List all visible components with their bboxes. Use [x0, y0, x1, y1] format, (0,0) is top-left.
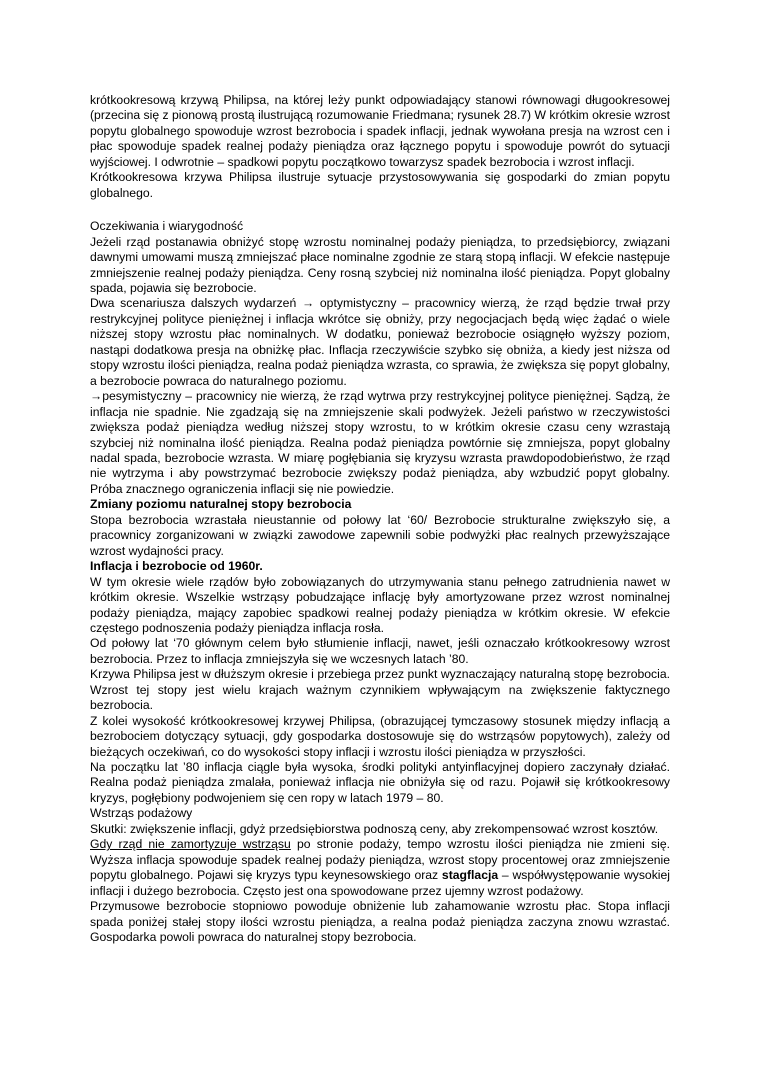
underlined-phrase: Gdy rząd nie zamortyzuje wstrząsu: [90, 837, 291, 852]
paragraph: Przymusowe bezrobocie stopniowo powoduje obniżenie lub zahamowanie wzrostu płac. Stopa inflacji spada poniżej stałej stopy ilości wzrostu pieniądza, a realna podaż pieniądza zaczyna znowu wzrastać. Gospodarka powoli powraca do naturalnej stopy bezrobocia.: [90, 899, 670, 945]
paragraph: Od połowy lat ‘70 głównym celem było stłumienie inflacji, nawet, jeśli oznaczało krótkookresowy wzrost bezrobocia. Przez to inflacja zmniejszyła się we wczesnych latach ’80.: [90, 636, 670, 666]
paragraph: krótkookresową krzywą Philipsa, na której leży punkt odpowiadający stanowi równowagi długookresowej (przecina się z pionową prostą ilustrującą rozumowanie Friedmana; rysunek 28.7) W krótkim okresie wzrost popytu globalnego spowoduje wzrost bezrobocia i spadek inflacji, jednak wywołana presja na wzrost cen i płac spowoduje spadek realnej podaży pieniądza oraz łącznego popytu i spowoduje powrót do sytuacji wyjściowej. I odwrotnie – spadkowi popytu początkowo towarzysz spadek bezrobocia i wzrost inflacji.: [90, 93, 670, 169]
paragraph: Skutki: zwiększenie inflacji, gdyż przedsiębiorstwa podnoszą ceny, aby zrekompensować wzrost kosztów.: [90, 821, 659, 836]
document-page: [90, 93, 670, 945]
paragraph: Dwa scenariusza dalszych wydarzeń → optymistyczny – pracownicy wierzą, że rząd będzie trwał przy restrykcyjnej polityce pieniężnej i inflacja wkrótce się obniży, przy negocjacjach będą więc żądać o wiele niższej stopy wzrostu płac nominalnych. W dodatku, ponieważ bezrobocie osiągnęło wyższy poziom, nastąpi dodatkowa presja na obniżkę płac. Inflacja rzeczywiście szybko się obniża, a kiedy jest niższa od stopy wzrostu ilości pieniądza, realna podaż pieniądza wzrasta, co sprawia, że zwiększa się popyt globalny, a bezrobocie powraca do naturalnego poziomu.: [90, 296, 670, 388]
paragraph: →pesymistyczny – pracownicy nie wierzą, że rząd wytrwa przy restrykcyjnej polityce pieniężnej. Sądzą, że inflacja nie spadnie. Nie zgadzają się na zmniejszenie skali podwyżek. Jeżeli państwo w rzeczywistości zwiększa podaż pieniądza według niższej stopy wzrostu, to w krótkim okresie czasu ceny wzrastają szybciej niż nominalna ilość pieniądza. Realna podaż pieniądza powtórnie się zmniejsza, popyt globalny nadal spada, bezrobocie wzrasta. W miarę pogłębiania się kryzysu wzrasta prawdopodobieństwo, że rząd nie wytrzyma i aby powstrzymać bezrobocie zwiększy podaż pieniądza, aby wzbudzić popyt globalny. Próba znacznego ograniczenia inflacji się nie powiedzie.: [90, 389, 670, 496]
paragraph: W tym okresie wiele rządów było zobowiązanych do utrzymywania stanu pełnego zatrudnienia nawet w krótkim okresie. Wszelkie wstrząsy pobudzające inflację były amortyzowane przez wzrost nominalnej podaży pieniądza, mający zapobiec spadkowi realnej podaży pieniądza w krótkim okresie. W efekcie częstego podnoszenia podaży pieniądza inflacja rosła.: [90, 574, 670, 635]
paragraph: Jeżeli rząd postanawia obniżyć stopę wzrostu nominalnej podaży pieniądza, to przedsiębiorcy, związani dawnymi umowami muszą zmniejszać płace nominalne zgodnie ze starą stopą inflacji. W efekcie następuje zmniejszenie realnej podaży pieniądza. Ceny rosną szybciej niż nominalna ilość pieniądza. Popyt globalny spada, pojawia się bezrobocie.: [90, 234, 670, 295]
paragraph: Z kolei wysokość krótkookresowej krzywej Philipsa, (obrazującej tymczasowy stosunek między inflacją a bezrobociem dotyczący sytuacji, gdy gospodarka dostosowuje się do wstrząsów popytowych), zależy od bieżących oczekiwań, co do wysokości stopy inflacji i wzrostu ilości pieniądza w przyszłości.: [90, 713, 670, 759]
section-heading: Wstrząs podażowy: [90, 806, 193, 821]
paragraph: Krótkookresowa krzywa Philipsa ilustruje sytuacje przystosowywania się gospodarki do zmian popytu globalnego.: [90, 170, 670, 200]
paragraph-text: – współwystępowanie wysokiej inflacji i dużego bezrobocia. Często jest ona spowodowane przez ujemny wzrost podażowy.: [90, 868, 670, 898]
paragraph: [90, 837, 670, 899]
spacer: [90, 201, 670, 219]
paragraph: Krzywa Philipsa jest w dłuższym okresie i przebiega przez punkt wyznaczający naturalną stopę bezrobocia. Wzrost tej stopy jest wielu krajach ważnym czynnikiem wpływającym na zwiększenie faktycznego bezrobocia.: [90, 667, 670, 713]
paragraph: Stopa bezrobocia wzrastała nieustannie od połowy lat ‘60/ Bezrobocie strukturalne zwiększyło się, a pracownicy zorganizowani w związki zawodowe zapewnili sobie podwyżki płac realnych przewyższające wzrost wydajności pracy.: [90, 512, 670, 558]
paragraph-text: po stronie podaży, tempo wzrostu ilości pieniądza nie zmieni się. Wyższa inflacja spowoduje spadek realnej podaży pieniądza, wzrost stopy procentowej oraz zmniejszenie popytu globalnego. Pojawi się kryzys typu keynesowskiego oraz: [90, 837, 670, 883]
paragraph: Na początku lat ’80 inflacja ciągle była wysoka, środki polityki antyinflacyjnej dopiero zaczynały działać. Realna podaż pieniądza zmalała, ponieważ inflacja nie obniżyła się od razu. Pojawił się krótkookresowy kryzys, pogłębiony podwojeniem się cen ropy w latach 1979 – 80.: [90, 760, 670, 805]
section-heading: Oczekiwania i wiarygodność: [90, 219, 244, 234]
section-heading: Zmiany poziomu naturalnej stopy bezrobocia: [90, 497, 352, 512]
section-heading: Inflacja i bezrobocie od 1960r.: [90, 559, 263, 574]
bold-term: stagflacja: [441, 868, 499, 883]
